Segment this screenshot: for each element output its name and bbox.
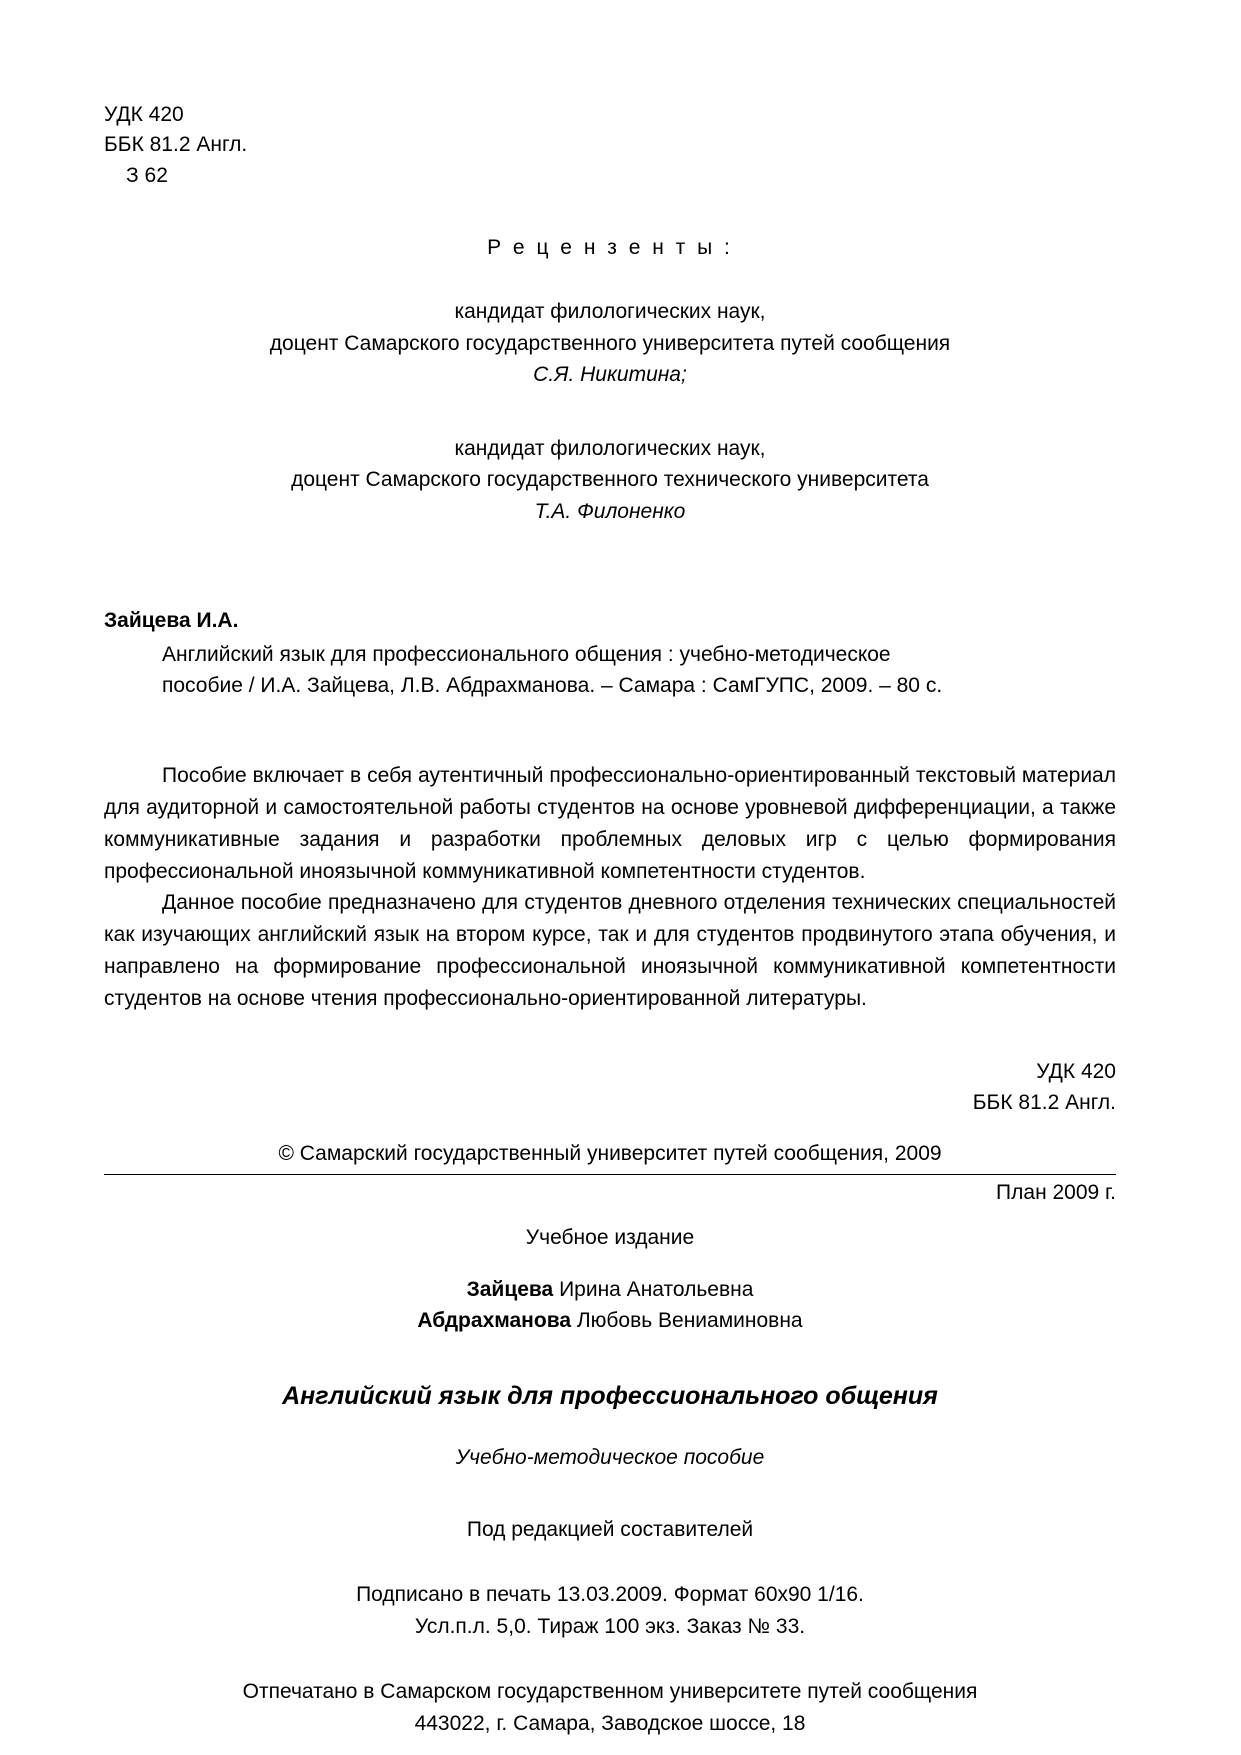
divider bbox=[104, 1174, 1116, 1175]
udk-classification-bottom bbox=[104, 1057, 1116, 1118]
printing-house bbox=[104, 1676, 1116, 1739]
annotation-paragraph-1: Пособие включает в себя аутентичный профессионально-ориентированный текстовый материал для аудиторной и самостоятельной работы студентов на основе уровневой дифференциации, а также коммуникативные задания и разработки проблемных деловых игр с целью формирования профессиональной иноязычной коммуникативной компетентности студентов. bbox=[104, 763, 1116, 883]
imprint-author-1-firstname: Ирина Анатольевна bbox=[553, 1278, 754, 1302]
imprint-author-2-firstname: Любовь Вениаминовна bbox=[571, 1308, 803, 1332]
imprint-author-1-lastname: Зайцева bbox=[466, 1278, 554, 1302]
reviewer-1-degree: кандидат филологических наук, bbox=[454, 300, 766, 324]
copyright-notice: © Самарский государственный университет путей сообщения, 2009 bbox=[278, 1141, 942, 1165]
print-details-line1: Подписано в печать 13.03.2009. Формат 60х90 1/16. bbox=[356, 1583, 864, 1607]
reviewer-2-position: доцент Самарского государственного технического университета bbox=[291, 468, 929, 492]
reviewer-1-position: доцент Самарского государственного университета путей сообщения bbox=[269, 331, 951, 355]
plan-year: План 2009 г. bbox=[996, 1180, 1116, 1204]
udk-code: УДК 420 bbox=[104, 103, 184, 126]
publication-title: Английский язык для профессионального общения bbox=[282, 1382, 938, 1411]
bibliographic-description-line2: пособие / И.А. Зайцева, Л.В. Абдрахманова. – Самара : СамГУПС, 2009. – 80 с. bbox=[162, 674, 943, 698]
edition-type: Учебное издание bbox=[525, 1225, 695, 1249]
bibliographic-description bbox=[104, 639, 1116, 702]
imprint-author-1 bbox=[104, 1275, 1116, 1305]
print-details bbox=[104, 1579, 1116, 1642]
imprint-block bbox=[104, 1223, 1116, 1739]
bibliographic-record bbox=[104, 605, 1116, 702]
udk-code-bottom: УДК 420 bbox=[1036, 1060, 1116, 1084]
page-content bbox=[104, 100, 1116, 1739]
reviewer-1 bbox=[104, 296, 1116, 391]
bibliographic-author: Зайцева И.А. bbox=[104, 609, 239, 633]
reviewer-1-name: С.Я. Никитина; bbox=[533, 363, 687, 387]
print-details-line2: Усл.п.л. 5,0. Тираж 100 экз. Заказ № 33. bbox=[414, 1614, 806, 1638]
printing-house-line2: 443022, г. Самара, Заводское шоссе, 18 bbox=[414, 1711, 806, 1735]
annotation-paragraph-2: Данное пособие предназначено для студентов дневного отделения технических специальностей как изучающих английский язык на втором курсе, так и для студентов продвинутого этапа обучения, и направлено на формирование профессиональной иноязычной коммуникативной компетентности студентов на основе чтения профессионально-ориентированной литературы. bbox=[104, 891, 1116, 1011]
annotation bbox=[104, 760, 1116, 1015]
bbk-code: ББК 81.2 Англ. bbox=[104, 133, 248, 157]
shelf-code: З 62 bbox=[126, 163, 168, 187]
reviewer-2-degree: кандидат филологических наук, bbox=[454, 436, 766, 460]
reviewers-heading: Р е ц е н з е н т ы : bbox=[487, 236, 733, 260]
reviewer-2 bbox=[104, 433, 1116, 528]
bibliographic-description-line1: Английский язык для профессионального общения : учебно-методическое bbox=[162, 642, 891, 666]
reviewer-2-name: Т.А. Филоненко bbox=[534, 499, 686, 523]
imprint-author-2-lastname: Абдрахманова bbox=[417, 1308, 572, 1332]
printing-house-line1: Отпечатано в Самарском государственном университете путей сообщения bbox=[242, 1680, 978, 1704]
bbk-code-bottom: ББК 81.2 Англ. bbox=[972, 1090, 1116, 1114]
imprint-author-2 bbox=[104, 1306, 1116, 1336]
udk-classification-top bbox=[104, 100, 1116, 191]
editorship-note: Под редакцией составителей bbox=[466, 1517, 754, 1541]
publication-subtitle: Учебно-методическое пособие bbox=[455, 1445, 765, 1469]
